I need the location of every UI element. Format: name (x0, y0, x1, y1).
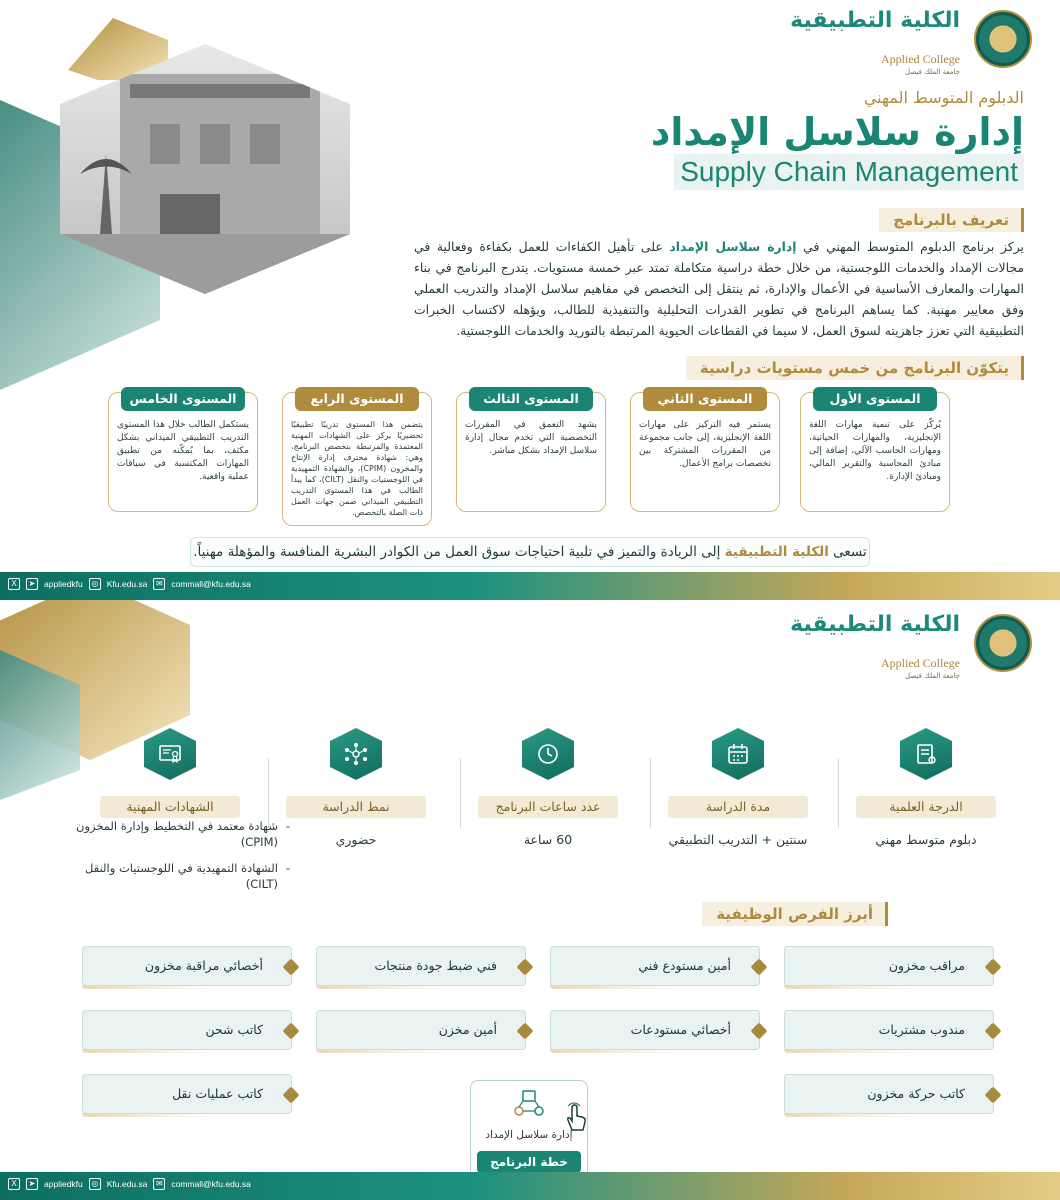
supply-chain-icon (511, 1087, 547, 1123)
job-label: كاتب عمليات نقل (172, 1086, 263, 1101)
email-link[interactable]: commall@kfu.edu.sa (171, 1179, 251, 1189)
intro-paragraph (414, 236, 1024, 341)
info-label: الشهادات المهنية (100, 796, 240, 818)
job-label: أخصائي مستودعات (630, 1022, 731, 1037)
info-degree (846, 728, 1006, 847)
info-value: 60 ساعة (523, 832, 573, 847)
level-title: المستوى الثاني (643, 387, 767, 411)
level-title: المستوى الرابع (295, 387, 419, 411)
divider (650, 758, 651, 828)
job-item (784, 1074, 994, 1114)
info-label: مدة الدراسة (668, 796, 808, 818)
levels-heading: يتكوّن البرنامج من خمس مستويات دراسية (686, 356, 1024, 380)
college-name-ar: الكلية التطبيقية (790, 8, 960, 33)
job-label: مندوب مشتريات (878, 1022, 965, 1037)
info-value: دبلوم متوسط مهني (875, 832, 977, 847)
job-item (316, 946, 526, 986)
divider (460, 758, 461, 828)
info-value: حضوري (335, 832, 377, 847)
footer-bar (0, 572, 1060, 600)
job-item (550, 946, 760, 986)
social-handle[interactable]: appliedkfu (44, 579, 83, 589)
x-icon[interactable]: X (8, 578, 20, 590)
vision-prefix: تسعى (828, 544, 867, 560)
network-icon (330, 728, 382, 780)
telegram-icon[interactable]: ➤ (26, 1178, 38, 1190)
intro-heading: تعريف بالبرنامج (879, 208, 1024, 232)
level-description: يستمر فيه التركيز على مهارات اللغة الإنجليزية، إلى جانب مجموعة من المقررات المشتركة بين تخصصات برامج الأعمال. (639, 420, 771, 469)
job-label: أمين مخزن (438, 1022, 497, 1037)
globe-icon[interactable]: ◎ (89, 1178, 101, 1190)
certificates-list (66, 818, 290, 902)
college-name-en: Applied College (881, 656, 960, 670)
job-item (784, 946, 994, 986)
website-link[interactable]: Kfu.edu.sa (106, 1179, 148, 1189)
calendar-icon (712, 728, 764, 780)
info-label: الدرجة العلمية (856, 796, 996, 818)
vision-statement (190, 537, 870, 567)
intro-text-after: على تأهيل الكفاءات للعمل بكفاءة وفعالية في مجالات الإمداد والخدمات اللوجستية، من خلال خطة دراسية متكاملة تمتد عبر خمسة مستويات. يتدرج البرنامج في بناء المهارات والمعارف الأساسية في الأعمال والإدارة، ثم ينتقل إلى التخصص في مفاهيم سلاسل الإمداد والتدريب العملي وفق معايير مهنية. كما يساهم البرنامج في تطوير القدرات التحليلية والتنفيذية للطالب، ويؤهله لاكتساب الخبرات التطبيقية التي تعزز جاهزيته لسوق العمل، لا سيما في القطاعات الحيوية المرتبطة بالتوريد والخدمات اللوجستية. (414, 239, 1024, 338)
email-icon[interactable]: ✉ (153, 578, 165, 590)
job-item (82, 1074, 292, 1114)
vision-suffix: إلى الريادة والتميز في تلبية احتياجات سوق العمل من الكوادر البشرية المنافسة والمؤهلة مهنياً. (193, 544, 725, 560)
college-name-ar: الكلية التطبيقية (790, 612, 960, 637)
hand-pointer-icon (560, 1100, 590, 1134)
level-description: يشهد التعمق في المقررات التخصصية التي تخدم مجال إدارة سلاسل الإمداد بشكل مباشر. (465, 420, 597, 456)
job-label: أمين مستودع فني (638, 958, 731, 973)
job-label: أخصائي مراقبة مخزون (144, 958, 263, 973)
globe-icon[interactable]: ◎ (89, 578, 101, 590)
college-logo (790, 612, 1032, 682)
certificate-icon (144, 728, 196, 780)
job-item (316, 1010, 526, 1050)
university-seal-icon (974, 10, 1032, 68)
university-name: جامعة الملك فيصل (905, 68, 960, 76)
job-item (82, 946, 292, 986)
level-card-1 (800, 392, 950, 512)
diploma-title: الدبلوم المتوسط المهني (863, 88, 1024, 107)
social-handle[interactable]: appliedkfu (44, 1179, 83, 1189)
college-logo (790, 8, 1032, 78)
level-card-3 (456, 392, 606, 512)
intro-text-before: يركز برنامج الدبلوم المتوسط المهني في (796, 239, 1024, 254)
email-icon[interactable]: ✉ (153, 1178, 165, 1190)
info-label: عدد ساعات البرنامج (478, 796, 618, 818)
job-label: كاتب شحن (205, 1022, 263, 1037)
telegram-icon[interactable]: ➤ (26, 578, 38, 590)
job-item (82, 1010, 292, 1050)
level-card-2 (630, 392, 780, 512)
plan-title: إدارة سلاسل الإمداد (485, 1129, 573, 1141)
info-certificates (90, 728, 250, 828)
level-description: يتضمن هذا المستوى تدريبًا تطبيقيًا تحضيريًا يركز على الشهادات المهنية المعتمدة والمرتبطة بتخصص البرنامج، وهي: شهادة محترف إدارة الإنتاج والمخزون (CPIM)، والشهادة التمهيدية في اللوجستيات والنقل (CILT)، كما يبدأ الطالب في هذا المستوى التدريب التطبيقي الميداني ضمن جهات العمل ذات الصلة بالتخصص. (291, 420, 423, 517)
clock-icon (522, 728, 574, 780)
college-building-photo (60, 44, 350, 294)
level-title: المستوى الخامس (121, 387, 245, 411)
job-item (784, 1010, 994, 1050)
job-label: مراقب مخزون (888, 958, 965, 973)
info-duration (658, 728, 818, 847)
jobs-heading: أبرز الفرص الوظيفية (702, 902, 888, 926)
list-item: - الشهادة التمهيدية في اللوجستيات والنقل (CILT) (66, 860, 290, 892)
website-link[interactable]: Kfu.edu.sa (106, 579, 148, 589)
list-item: - شهادة معتمد في التخطيط وإدارة المخزون (CPIM) (66, 818, 290, 850)
job-label: فني ضبط جودة منتجات (374, 958, 497, 973)
level-card-4 (282, 392, 432, 526)
footer-bar (0, 1172, 1060, 1200)
email-link[interactable]: commall@kfu.edu.sa (171, 579, 251, 589)
info-hours (468, 728, 628, 847)
job-label: كاتب حركة مخزون (867, 1086, 965, 1101)
intro-program-highlight: إدارة سلاسل الإمداد (669, 239, 797, 254)
divider (838, 758, 839, 828)
university-seal-icon (974, 614, 1032, 672)
college-name-en: Applied College (881, 52, 960, 66)
level-card-5 (108, 392, 258, 512)
job-item (550, 1010, 760, 1050)
vision-college-highlight: الكلية التطبيقية (724, 544, 829, 560)
x-icon[interactable]: X (8, 1178, 20, 1190)
info-label: نمط الدراسة (286, 796, 426, 818)
level-title: المستوى الثالث (469, 387, 593, 411)
info-study-mode (276, 728, 436, 847)
program-title-en: Supply Chain Management (674, 154, 1024, 190)
program-title-ar: إدارة سلاسل الإمداد (650, 110, 1024, 154)
contact-links (8, 578, 251, 590)
study-plan-button[interactable]: خطة البرنامج (477, 1151, 581, 1173)
university-name: جامعة الملك فيصل (905, 672, 960, 680)
level-description: يستكمل الطالب خلال هذا المستوى التدريب التطبيقي الميداني بشكل مكثف، بما يُمكّنه من تطبيق المهارات المكتسبة في سياقات عملية واقعية. (117, 420, 249, 482)
degree-icon (900, 728, 952, 780)
info-value: سنتين + التدريب التطبيقي (668, 832, 808, 847)
level-title: المستوى الأول (813, 387, 937, 411)
page-details (0, 600, 1060, 1200)
contact-links (8, 1178, 251, 1190)
level-description: يُركّز على تنمية مهارات اللغة الإنجليزية، والمهارات الحياتية، ومهارات الحاسب الآلي، إضافة إلى مبادئ المحاسبة والتقرير المالي، ومبادئ الإدارة. (809, 420, 941, 482)
